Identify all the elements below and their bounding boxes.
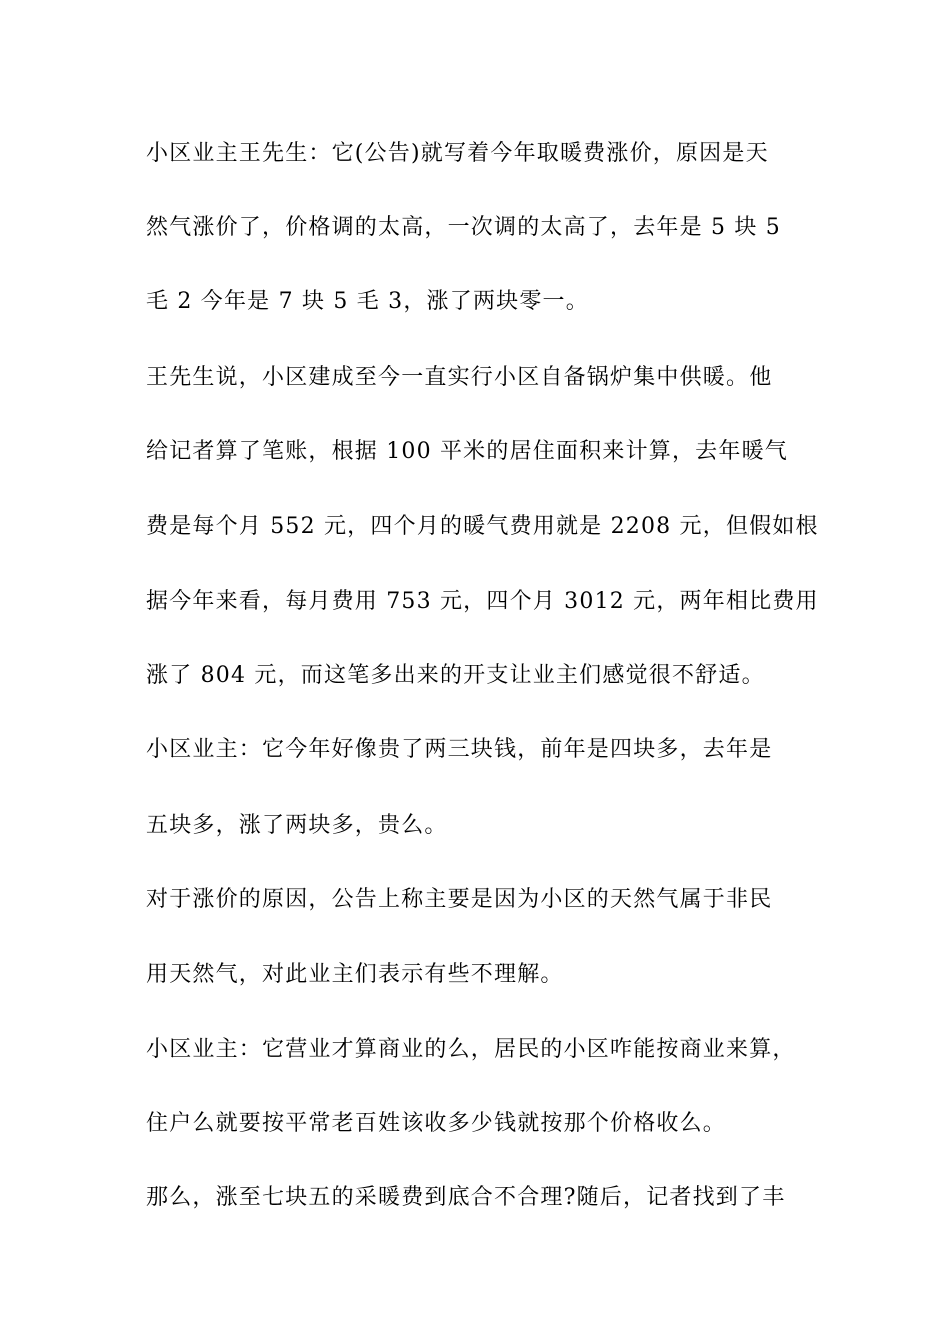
text-line: 毛 2 今年是 7 块 5 毛 3，涨了两块零一。 bbox=[146, 289, 589, 314]
text-line: 住户么就要按平常老百姓该收多少钱就按那个价格收么。 bbox=[146, 1111, 727, 1136]
text-line: 费是每个月 552 元，四个月的暖气费用就是 2208 元，但假如根 bbox=[146, 514, 819, 539]
text-line: 然气涨价了，价格调的太高，一次调的太高了，去年是 5 块 5 bbox=[146, 215, 781, 240]
text-line: 王先生说，小区建成至今一直实行小区自备锅炉集中供暖。他 bbox=[146, 365, 773, 390]
text-line: 据今年来看，每月费用 753 元，四个月 3012 元，两年相比费用 bbox=[146, 589, 819, 614]
text-line: 小区业主王先生：它(公告)就写着今年取暖费涨价，原因是天 bbox=[146, 141, 769, 166]
text-line: 涨了 804 元，而这笔多出来的开支让业主们感觉很不舒适。 bbox=[146, 663, 765, 688]
text-line: 小区业主：它今年好像贵了两三块钱，前年是四块多，去年是 bbox=[146, 737, 773, 762]
text-line: 对于涨价的原因，公告上称主要是因为小区的天然气属于非民 bbox=[146, 887, 773, 912]
text-line: 五块多，涨了两块多，贵么。 bbox=[146, 813, 448, 838]
text-line: 小区业主：它营业才算商业的么，居民的小区咋能按商业来算， bbox=[146, 1037, 796, 1062]
text-line: 那么，涨至七块五的采暖费到底合不合理?随后，记者找到了丰 bbox=[146, 1185, 786, 1210]
text-line: 用天然气，对此业主们表示有些不理解。 bbox=[146, 962, 564, 987]
text-line: 给记者算了笔账，根据 100 平米的居住面积来计算，去年暖气 bbox=[146, 439, 788, 464]
